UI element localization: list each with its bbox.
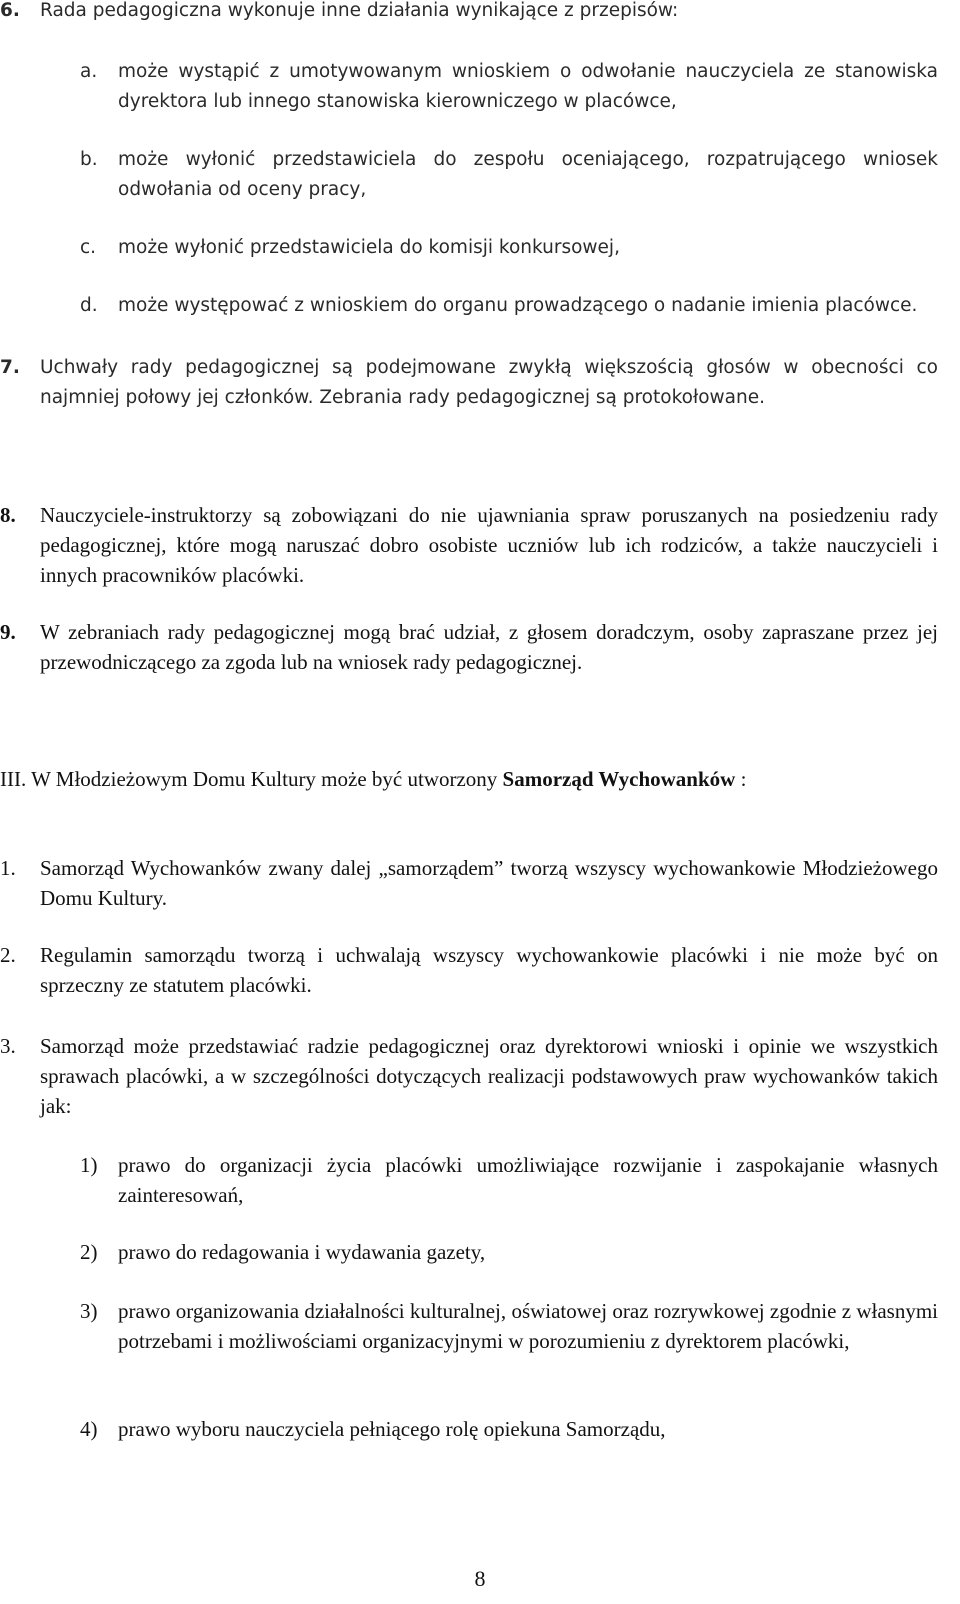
paragraph-1-number: 1. bbox=[0, 856, 16, 880]
chapter-3-colon: : bbox=[735, 767, 747, 791]
section-8-text: Nauczyciele-instruktorzy są zobowiązani do nie ujawniania spraw poruszanych na posiedzeniu rady pedagogicznej, które mogą naruszać dobro osobiste uczniów lub ich rodziców, a także nauczycieli i innych pracowników placówki. bbox=[40, 503, 938, 587]
chapter-3-text: W Młodzieżowym Domu Kultury może być utworzony bbox=[31, 767, 498, 791]
chapter-3-number: III. bbox=[0, 767, 27, 791]
list-item-c-marker: c. bbox=[80, 237, 97, 258]
list-item-b-text: może wyłonić przedstawiciela do zespołu oceniającego, rozpatrującego wniosek odwołania od oceny pracy, bbox=[118, 149, 938, 200]
paragraph-3-number: 3. bbox=[0, 1034, 16, 1058]
list-item-d-text: może występować z wnioskiem do organu prowadzącego o nadanie imienia placówce. bbox=[118, 295, 918, 316]
list-item-b-marker: b. bbox=[80, 149, 98, 170]
list-item-3-text: prawo organizowania działalności kulturalnej, oświatowej oraz rozrywkowej zgodnie z własnymi potrzebami i możliwościami organizacyjnymi w porozumieniu z dyrektorem placówki, bbox=[118, 1299, 938, 1353]
paragraph-1-text: Samorząd Wychowanków zwany dalej „samorządem” tworzą wszyscy wychowankowie Młodzieżowego Domu Kultury. bbox=[40, 856, 938, 910]
section-7-text: Uchwały rady pedagogicznej są podejmowane zwykłą większością głosów w obecności co najmniej połowy jej członków. Zebrania rady pedagogicznej są protokołowane. bbox=[40, 357, 938, 408]
list-item-2-text: prawo do redagowania i wydawania gazety, bbox=[118, 1240, 486, 1264]
list-item-a-text: może wystąpić z umotywowanym wnioskiem o odwołanie nauczyciela ze stanowiska dyrektora lub innego stanowiska kierowniczego w placówce, bbox=[118, 61, 938, 112]
list-item-4-marker: 4) bbox=[80, 1417, 98, 1441]
chapter-3-heading bbox=[0, 764, 746, 794]
page-number: 8 bbox=[474, 1566, 486, 1591]
paragraph-2-number: 2. bbox=[0, 943, 16, 967]
section-9-number: 9. bbox=[0, 620, 16, 644]
paragraph-3-text: Samorząd może przedstawiać radzie pedagogicznej oraz dyrektorowi wnioski i opinie we wszystkich sprawach placówki, a w szczególności dotyczących realizacji podstawowych praw wychowanków takich jak: bbox=[40, 1034, 938, 1118]
section-8-number: 8. bbox=[0, 503, 16, 527]
section-6-number: 6. bbox=[0, 0, 20, 21]
paragraph-2-text: Regulamin samorządu tworzą i uchwalają wszyscy wychowankowie placówki i nie może być on sprzeczny ze statutem placówki. bbox=[40, 943, 938, 997]
list-item-2-marker: 2) bbox=[80, 1240, 98, 1264]
chapter-3-bold-title: Samorząd Wychowanków bbox=[502, 767, 736, 791]
list-item-d-marker: d. bbox=[80, 295, 98, 316]
list-item-a-marker: a. bbox=[80, 61, 98, 82]
list-item-c-text: może wyłonić przedstawiciela do komisji konkursowej, bbox=[118, 237, 620, 258]
list-item-1-text: prawo do organizacji życia placówki umożliwiające rozwijanie i zaspokajanie własnych zainteresowań, bbox=[118, 1153, 938, 1207]
section-7-number: 7. bbox=[0, 357, 20, 378]
list-item-3-marker: 3) bbox=[80, 1299, 98, 1323]
list-item-4-text: prawo wyboru nauczyciela pełniącego rolę opiekuna Samorządu, bbox=[118, 1417, 666, 1441]
section-9-text: W zebraniach rady pedagogicznej mogą brać udział, z głosem doradczym, osoby zapraszane przez jej przewodniczącego za zgoda lub na wniosek rady pedagogicznej. bbox=[40, 620, 938, 674]
list-item-1-marker: 1) bbox=[80, 1153, 98, 1177]
section-6-text: Rada pedagogiczna wykonuje inne działania wynikające z przepisów: bbox=[40, 0, 679, 21]
